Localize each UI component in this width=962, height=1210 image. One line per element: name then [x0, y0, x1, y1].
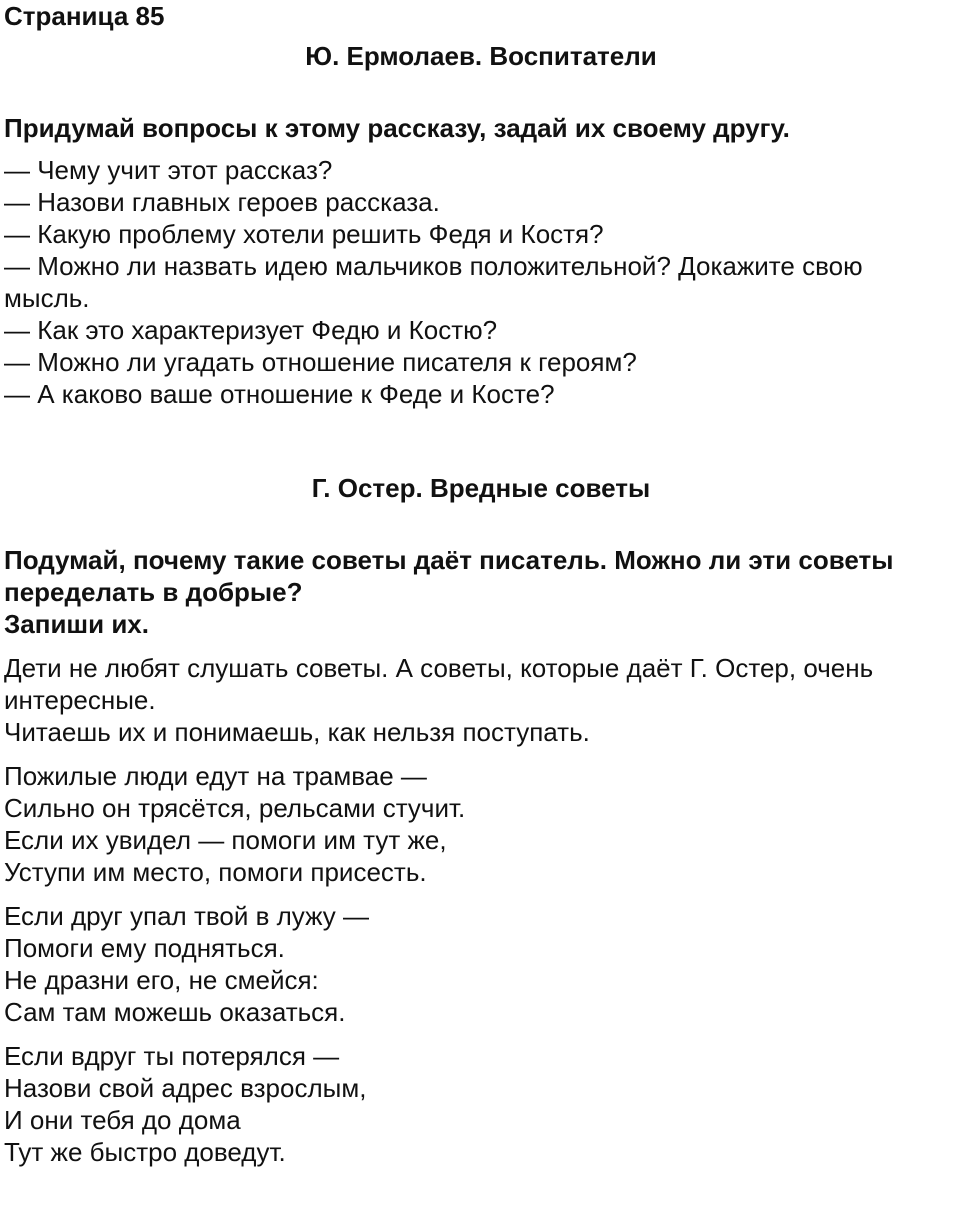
task-text: Придумай вопросы к этому рассказу, задай их своему другу. [4, 113, 790, 143]
question-line: — Как это характеризует Федю и Костю? [4, 315, 498, 345]
stanza [4, 760, 958, 888]
poem-line: Назови свой адрес взрослым, [4, 1073, 367, 1103]
question-line: — Какую проблему хотели решить Федя и Костя? [4, 219, 604, 249]
question-line: — Назови главных героев рассказа. [4, 187, 440, 217]
poem-line: Не дразни его, не смейся: [4, 965, 319, 995]
section-title-oster: Г. Остер. Вредные советы [311, 473, 651, 503]
question-line: мысль. [4, 283, 90, 313]
task-line: Подумай, почему такие советы даёт писатель. Можно ли эти советы [4, 545, 894, 575]
poem-line: Если друг упал твой в лужу — [4, 901, 369, 931]
answer-line: Дети не любят слушать советы. А советы, которые даёт Г. Остер, очень [4, 653, 874, 683]
poem-line: Если вдруг ты потерялся — [4, 1041, 340, 1071]
stanza [4, 1040, 958, 1168]
poem-line: Пожилые люди едут на трамвае — [4, 761, 427, 791]
poem-line: Уступи им место, помоги присесть. [4, 857, 427, 887]
task-block [4, 544, 958, 640]
question-line: — Можно ли угадать отношение писателя к героям? [4, 347, 637, 377]
question-list [4, 154, 958, 410]
poem-line: Сам там можешь оказаться. [4, 997, 346, 1027]
question-line: — Чему учит этот рассказ? [4, 155, 333, 185]
answer-intro [4, 652, 958, 748]
poem-line: Помоги ему подняться. [4, 933, 285, 963]
section-title-ermolaev: Ю. Ермолаев. Воспитатели [305, 41, 657, 71]
page-label: Страница 85 [4, 1, 165, 31]
poem-line: Если их увидел — помоги им тут же, [4, 825, 447, 855]
poem-line: Сильно он трясётся, рельсами стучит. [4, 793, 466, 823]
poem-line: Тут же быстро доведут. [4, 1137, 286, 1167]
question-line: — Можно ли назвать идею мальчиков положительной? Докажите свою [4, 251, 863, 281]
poem-line: И они тебя до дома [4, 1105, 241, 1135]
answer-line: интересные. [4, 685, 156, 715]
task-line: переделать в добрые? [4, 577, 303, 607]
question-line: — А каково ваше отношение к Феде и Косте? [4, 379, 555, 409]
answer-line: Читаешь их и понимаешь, как нельзя поступать. [4, 717, 590, 747]
stanza [4, 900, 958, 1028]
task-line: Запиши их. [4, 609, 149, 639]
